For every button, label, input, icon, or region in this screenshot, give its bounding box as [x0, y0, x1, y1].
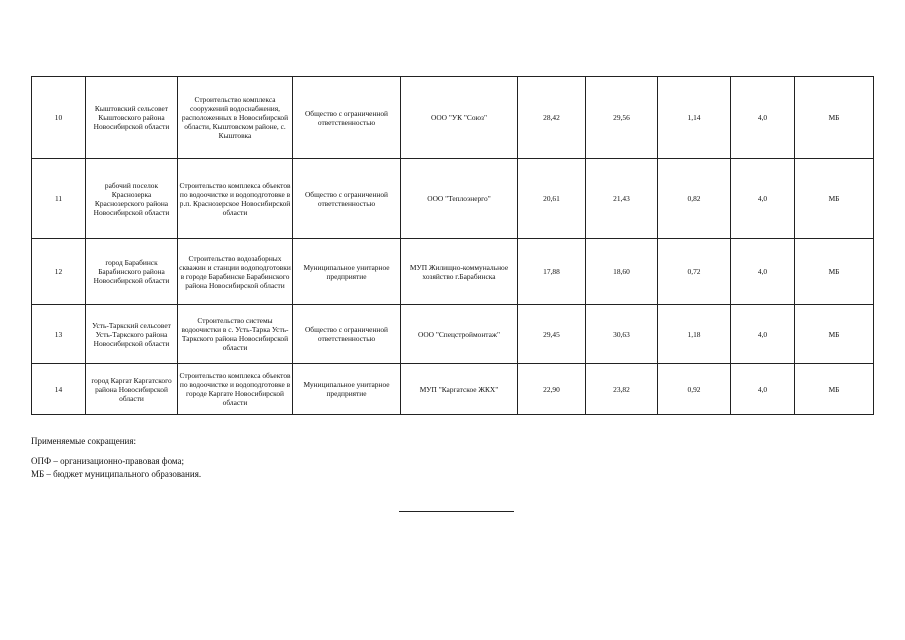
- municipality-cell: рабочий поселок Краснозерка Краснозерского района Новосибирской области: [86, 159, 178, 239]
- value-cell: 4,0: [731, 159, 795, 239]
- closing-separator-line: [399, 511, 514, 512]
- funding-source-cell: МБ: [795, 77, 874, 159]
- project-cell: Строительство системы водоочистки в с. Усть-Тарка Усть-Таркского района Новосибирской области: [178, 305, 293, 364]
- project-cell: Строительство водозаборных скважин и станции водоподготовки в городе Барабинске Барабинского района Новосибирской области: [178, 239, 293, 305]
- organization-cell: МУП "Каргатское ЖКХ": [401, 364, 518, 415]
- municipality-cell: город Барабинск Барабинского района Новосибирской области: [86, 239, 178, 305]
- organization-cell: ООО "Теплоэнерго": [401, 159, 518, 239]
- table-row: [32, 159, 874, 239]
- opf-cell: Общество с ограниченной ответственностью: [293, 77, 401, 159]
- row-number: 10: [32, 77, 86, 159]
- municipality-cell: Усть-Таркский сельсовет Усть-Таркского района Новосибирской области: [86, 305, 178, 364]
- table-row: [32, 305, 874, 364]
- value-cell: 0,72: [658, 239, 731, 305]
- value-cell: 22,90: [518, 364, 586, 415]
- organization-cell: ООО "Спецстроймонтаж": [401, 305, 518, 364]
- value-cell: 4,0: [731, 239, 795, 305]
- row-number: 12: [32, 239, 86, 305]
- value-cell: 23,82: [586, 364, 658, 415]
- value-cell: 4,0: [731, 364, 795, 415]
- value-cell: 1,18: [658, 305, 731, 364]
- value-cell: 1,14: [658, 77, 731, 159]
- row-number: 14: [32, 364, 86, 415]
- investment-table: [31, 76, 874, 415]
- opf-cell: Муниципальное унитарное предприятие: [293, 239, 401, 305]
- value-cell: 29,56: [586, 77, 658, 159]
- value-cell: 28,42: [518, 77, 586, 159]
- value-cell: 0,92: [658, 364, 731, 415]
- municipality-cell: Кыштовский сельсовет Кыштовского района Новосибирской области: [86, 77, 178, 159]
- value-cell: 21,43: [586, 159, 658, 239]
- abbreviation-opf: ОПФ – организационно-правовая фома;: [31, 456, 185, 466]
- table-row: [32, 77, 874, 159]
- opf-cell: Муниципальное унитарное предприятие: [293, 364, 401, 415]
- table-row: [32, 364, 874, 415]
- value-cell: 4,0: [731, 305, 795, 364]
- value-cell: 4,0: [731, 77, 795, 159]
- value-cell: 30,63: [586, 305, 658, 364]
- value-cell: 20,61: [518, 159, 586, 239]
- municipality-cell: город Каргат Каргатского района Новосибирской области: [86, 364, 178, 415]
- abbreviations-heading: Применяемые сокращения:: [31, 436, 137, 446]
- organization-cell: МУП Жилищно-коммунальное хозяйство г.Барабинска: [401, 239, 518, 305]
- organization-cell: ООО "УК "Союз": [401, 77, 518, 159]
- funding-source-cell: МБ: [795, 239, 874, 305]
- row-number: 13: [32, 305, 86, 364]
- table-row: [32, 239, 874, 305]
- value-cell: 17,88: [518, 239, 586, 305]
- funding-source-cell: МБ: [795, 305, 874, 364]
- project-cell: Строительство комплекса сооружений водоснабжения, расположенных в Новосибирской области, Кыштовском районе, с. Кыштовка: [178, 77, 293, 159]
- funding-source-cell: МБ: [795, 159, 874, 239]
- value-cell: 0,82: [658, 159, 731, 239]
- abbreviation-mb: МБ – бюджет муниципального образования.: [31, 469, 202, 479]
- funding-source-cell: МБ: [795, 364, 874, 415]
- value-cell: 18,60: [586, 239, 658, 305]
- value-cell: 29,45: [518, 305, 586, 364]
- opf-cell: Общество с ограниченной ответственностью: [293, 159, 401, 239]
- row-number: 11: [32, 159, 86, 239]
- project-cell: Строительство комплекса объектов по водоочистке и водоподготовке в городе Каргате Новосибирской области: [178, 364, 293, 415]
- opf-cell: Общество с ограниченной ответственностью: [293, 305, 401, 364]
- project-cell: Строительство комплекса объектов по водоочистке и водоподготовке в р.п. Краснозерское Новосибирской области: [178, 159, 293, 239]
